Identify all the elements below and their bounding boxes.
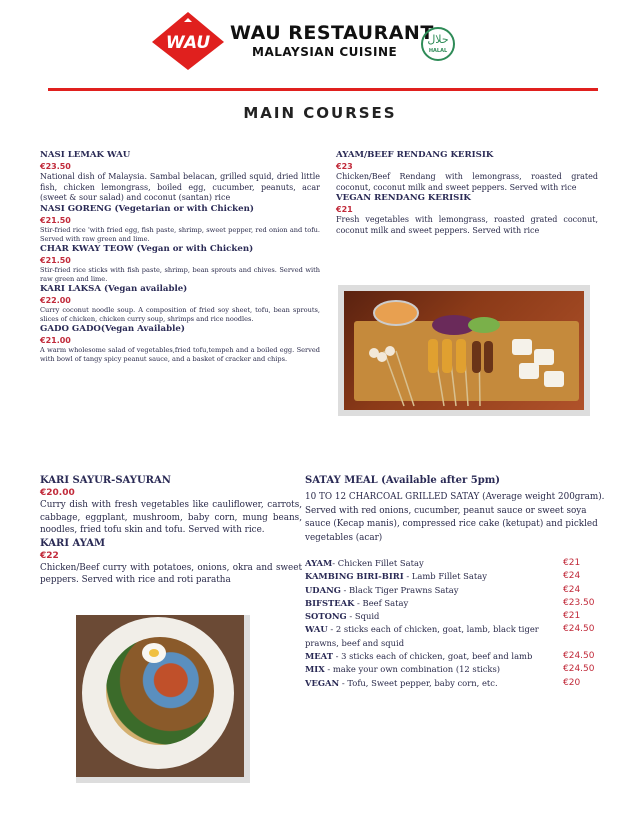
- dish-name: KARI SAYUR-SAYURAN: [40, 475, 171, 486]
- satay-item: SOTONG - Squid €21: [305, 610, 605, 623]
- satay-price: €20: [563, 677, 581, 688]
- nasi-lemak-photo: [76, 615, 250, 783]
- dish-price: €22: [40, 550, 59, 561]
- satay-section: [305, 474, 605, 690]
- wau-logo: [152, 12, 224, 72]
- dish-name: NASI LEMAK WAU: [40, 150, 131, 160]
- satay-price: €24.50: [563, 624, 595, 635]
- satay-photo: [338, 285, 590, 416]
- dish-name: KARI LAKSA (Vegan available): [40, 283, 188, 294]
- dish-item: [40, 150, 320, 204]
- satay-item: UDANG - Black Tiger Prawns Satay €24: [305, 584, 605, 597]
- svg-text:WAU: WAU: [165, 33, 211, 53]
- dish-name: GADO GADO(Vegan Available): [40, 323, 185, 334]
- section-title: MAIN COURSES: [243, 104, 397, 122]
- dish-description: Chicken/Beef curry with potatoes, onions, okra and sweet peppers. Served with rice and roti paratha: [40, 562, 302, 585]
- dish-item: [40, 537, 302, 587]
- satay-item: KAMBING BIRI-BIRI - Lamb Fillet Satay €24: [305, 570, 605, 583]
- dish-name: NASI GORENG (Vegetarian or with Chicken): [40, 203, 254, 214]
- dish-item: [40, 244, 320, 284]
- satay-item: VEGAN - Tofu, Sweet pepper, baby corn, etc. €20: [305, 677, 605, 690]
- cuisine-subtitle: MALAYSIAN CUISINE: [252, 45, 398, 59]
- satay-price: €24: [563, 571, 581, 582]
- dish-name: KARI AYAM: [40, 537, 106, 549]
- dish-name: AYAM/BEEF RENDANG KERISIK: [336, 150, 494, 160]
- satay-item: MEAT - 3 sticks each of chicken, goat, beef and lamb €24.50: [305, 650, 605, 663]
- dish-description: A warm wholesome salad of vegetables,fried tofu,tempeh and a boiled egg. Served with bowl of tangy spicy peanut sauce, and a basket of cracker and chips.: [40, 345, 320, 363]
- satay-price: €24.50: [563, 664, 595, 675]
- dish-item: [40, 324, 320, 364]
- dish-item: [40, 204, 320, 244]
- satay-price: €21: [563, 558, 581, 568]
- dish-price: €21.50: [40, 215, 71, 225]
- dish-item: [40, 284, 320, 324]
- dish-item: [336, 150, 598, 193]
- satay-price: €24: [563, 584, 581, 595]
- dish-price: €22.00: [40, 295, 71, 305]
- dish-description: National dish of Malaysia. Sambal belacan, grilled squid, dried little fish, chicken lemongrass, boiled egg, cucumber, peanuts, acar (sweet & sour salad) and coconut (santan) rice: [40, 172, 320, 202]
- dish-price: €23: [336, 162, 353, 171]
- satay-item: AYAM- Chicken Fillet Satay €21: [305, 557, 605, 570]
- satay-price-list: [305, 557, 605, 690]
- satay-title: SATAY MEAL (Available after 5pm): [305, 475, 501, 486]
- dish-description: Fresh vegetables with lemongrass, roasted grated coconut, coconut milk and sweet peppers. Served with rice: [336, 215, 598, 235]
- dish-price: €20.00: [40, 488, 75, 498]
- dish-item: [40, 474, 302, 537]
- curry-list: [40, 474, 302, 587]
- restaurant-name: WAU RESTAURANT: [230, 22, 434, 44]
- dish-price: €21: [336, 205, 353, 214]
- dish-name: CHAR KWAY TEOW (Vegan or with Chicken): [40, 243, 254, 254]
- dish-price: €21.50: [40, 255, 71, 265]
- satay-item: WAU - 2 sticks each of chicken, goat, lamb, black tiger prawns, beef and squid €24.50: [305, 623, 605, 650]
- dish-description: Stir-fried rice 'with fried egg, fish paste, shrimp, sweet pepper, red onion and tofu. Served with raw green and lime.: [40, 225, 320, 243]
- dish-description: Chicken/Beef Rendang with lemongrass, roasted grated coconut, coconut milk and sweet peppers. Served with rice: [336, 172, 598, 192]
- left-dish-list: [40, 150, 320, 364]
- dish-price: €21.00: [40, 335, 71, 345]
- dish-description: Curry coconut noodle soup. A composition of fried soy sheet, tofu, bean sprouts, slices of chicken, chicken curry soup, shrimps and rice noodles.: [40, 305, 320, 323]
- satay-price: €23.50: [563, 597, 595, 608]
- dish-description: Stir-fried rice sticks with fish paste, shrimp, bean sprouts and chives. Served with raw green and lime.: [40, 265, 320, 283]
- header-divider: [48, 88, 598, 91]
- satay-price: €24.50: [563, 651, 595, 662]
- dish-name: VEGAN RENDANG KERISIK: [336, 193, 471, 203]
- dish-description: Curry dish with fresh vegetables like cauliflower, carrots, cabbage, eggplant, mushroom, baby corn, mung beans, noodles, fried tofu skin and tofu. Served with rice.: [40, 500, 302, 535]
- satay-item: MIX - make your own combination (12 sticks) €24.50: [305, 663, 605, 676]
- satay-item: BIFSTEAK - Beef Satay €23.50: [305, 597, 605, 610]
- satay-price: €21: [563, 611, 581, 622]
- right-dish-list: [336, 150, 598, 236]
- satay-description: 10 TO 12 CHARCOAL GRILLED SATAY (Average weight 200gram). Served with red onions, cucumber, peanut sauce or sweet soya sauce (Kecap manis), compressed rice cake (ketupat) and pickled vegetables (acar): [305, 492, 605, 543]
- dish-price: €23.50: [40, 162, 71, 171]
- dish-item: [336, 193, 598, 236]
- halal-badge-icon: حلال HALAL: [421, 27, 455, 61]
